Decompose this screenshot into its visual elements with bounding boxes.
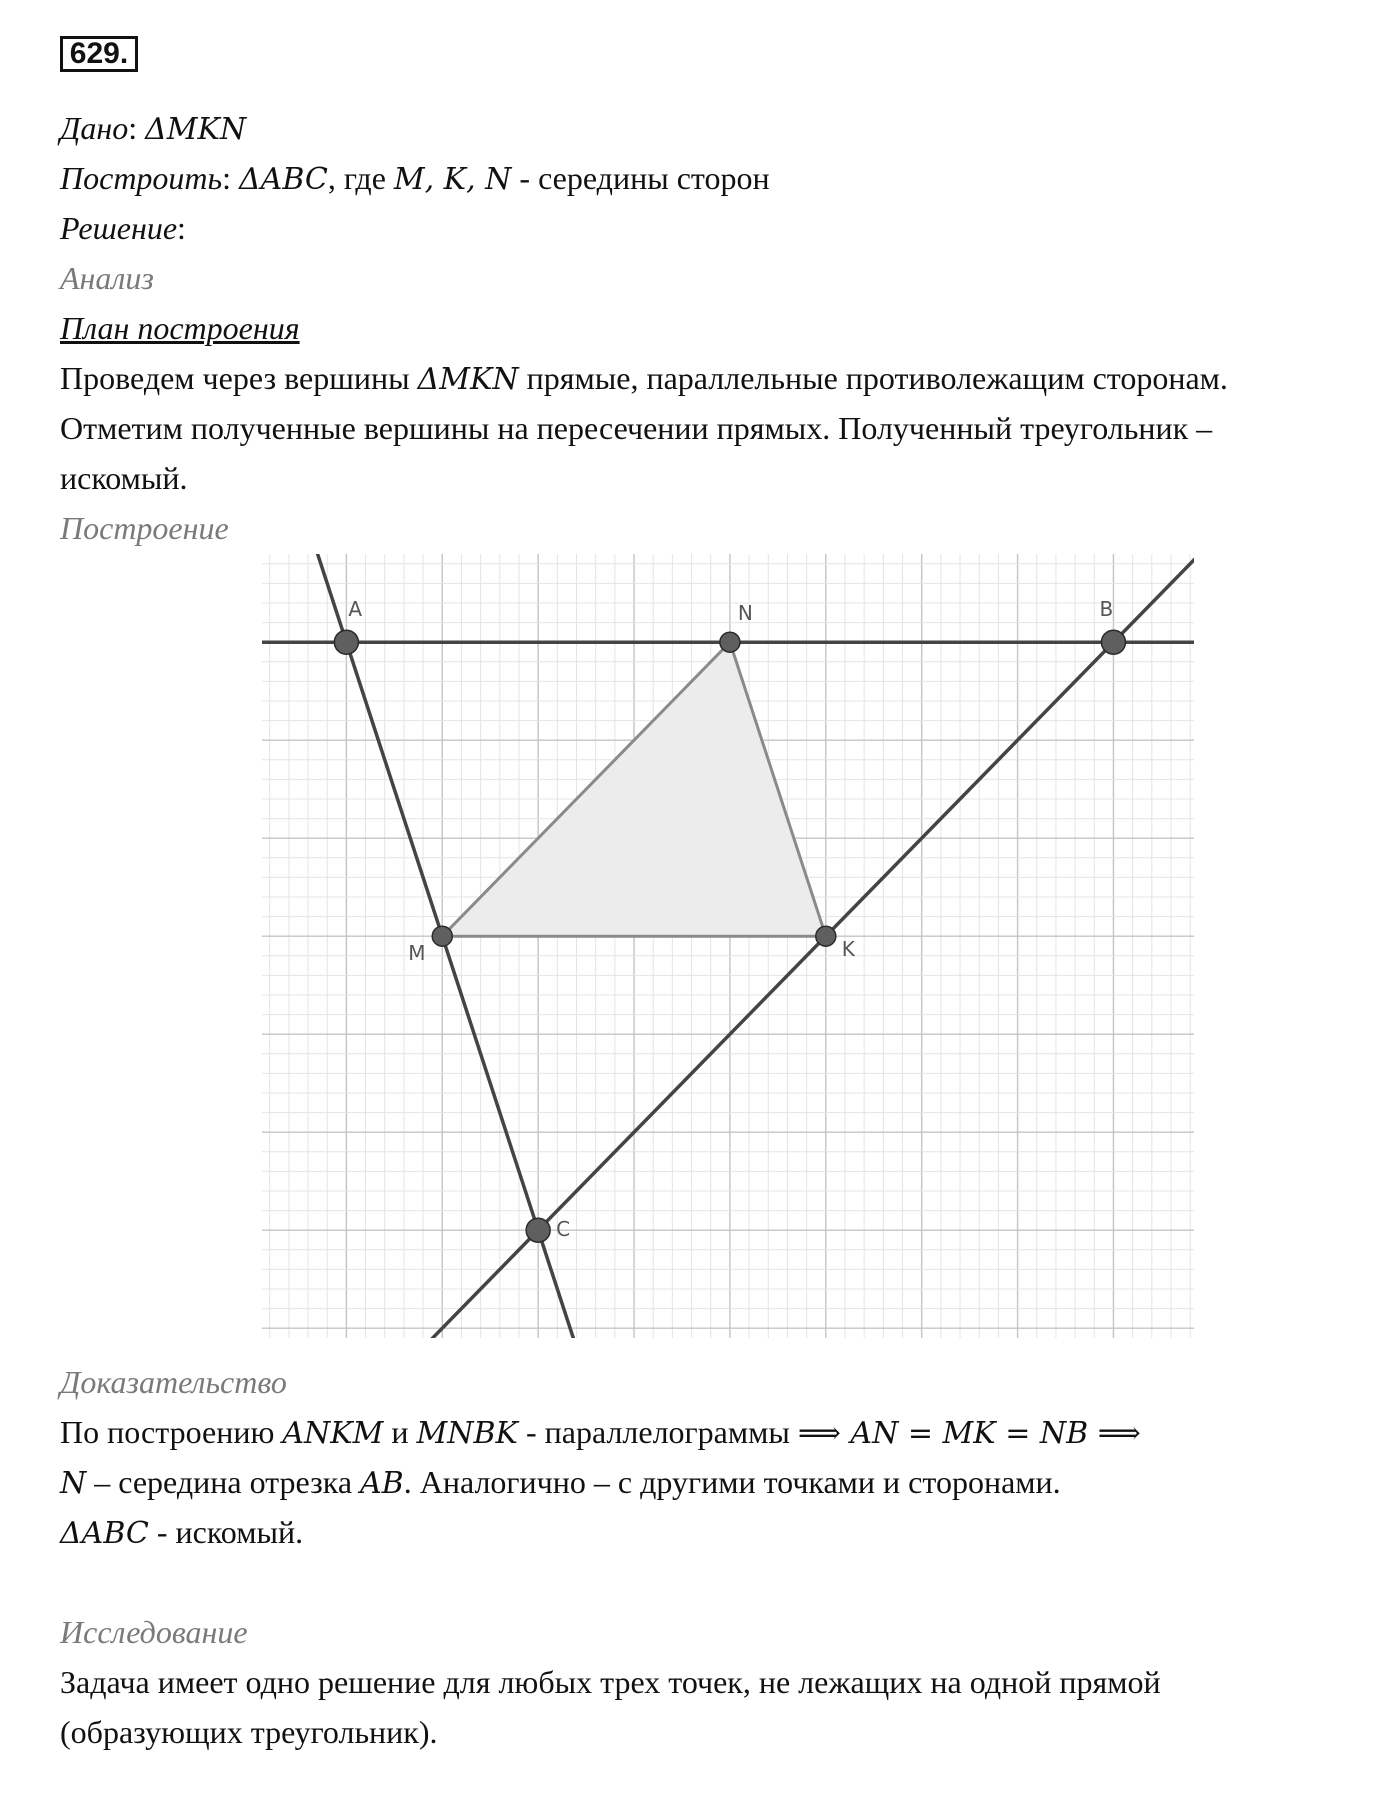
proof-text-3a: - искомый.: [148, 1514, 304, 1550]
plan-text-1a: Проведем через вершины: [60, 360, 418, 396]
proof-text-1c: - параллелограммы: [517, 1414, 798, 1450]
solution-colon: :: [177, 210, 186, 246]
proof-text-2a: – середина отрезка: [86, 1464, 361, 1500]
construct-colon: :: [222, 160, 231, 196]
given-colon: :: [128, 110, 138, 146]
point-label-c: C: [556, 1217, 571, 1242]
point-k: [816, 926, 836, 946]
proof-math-1: ANKM: [282, 1416, 384, 1451]
proof-heading: Доказательство: [60, 1364, 287, 1400]
plan-line-2: Отметим полученные вершины на пересечении прямых. Полученный треугольник –: [60, 410, 1213, 446]
construction-heading: Построение: [60, 510, 229, 546]
construct-line: [60, 158, 770, 200]
proof-line-2: [60, 1462, 1061, 1504]
proof-math-5: AB: [360, 1466, 404, 1501]
given-line: [60, 108, 246, 150]
construct-points: M, K, N: [393, 162, 512, 197]
proof-text-1a: По построению: [60, 1414, 283, 1450]
proof-text-2b: . Аналогично – с другими точками и сторонами.: [403, 1464, 1061, 1500]
proof-math-6: ΔABC: [60, 1516, 149, 1551]
research-heading: Исследование: [60, 1614, 248, 1650]
solution-label: Решение: [60, 210, 178, 246]
construct-where: , где: [327, 160, 386, 196]
solution-line: [60, 208, 186, 248]
plan-line-1: [60, 358, 1228, 400]
construct-label: Построить: [60, 160, 223, 196]
point-c: [526, 1218, 550, 1242]
given-value: ΔMKN: [145, 112, 247, 147]
research-line-1: Задача имеет одно решение для любых трех точек, не лежащих на одной прямой: [60, 1664, 1161, 1700]
construct-triangle: ΔABC: [238, 162, 328, 197]
plan-heading: План построения: [60, 310, 300, 346]
problem-number: 629.: [60, 36, 138, 72]
construct-rest: - середины сторон: [511, 160, 770, 196]
point-a: [334, 630, 358, 654]
point-label-n: N: [737, 601, 753, 626]
proof-line-1: [60, 1412, 1141, 1454]
proof-math-4: N: [60, 1466, 87, 1501]
point-label-k: K: [841, 937, 855, 962]
point-n: [720, 632, 740, 652]
point-m: [432, 926, 452, 946]
proof-line-3: [60, 1512, 303, 1554]
proof-math-2: MNBK: [416, 1416, 518, 1451]
given-label: Дано: [60, 110, 129, 146]
construction-svg: [262, 554, 1194, 1338]
point-label-b: B: [1099, 597, 1114, 622]
analysis-heading: Анализ: [60, 260, 154, 296]
plan-line-3: искомый.: [60, 460, 188, 496]
proof-text-1b: и: [383, 1414, 417, 1450]
point-label-a: A: [348, 597, 363, 622]
construction-figure: [262, 554, 1194, 1343]
plan-math-1: ΔMKN: [417, 362, 519, 397]
point-b: [1101, 630, 1125, 654]
plan-text-1b: прямые, параллельные противолежащим сторонам.: [518, 360, 1228, 396]
research-line-2: (образующих треугольник).: [60, 1714, 438, 1750]
proof-math-3: ⟹ AN = MK = NB ⟹: [797, 1416, 1141, 1451]
line-ac: [262, 554, 634, 1338]
point-label-m: M: [408, 941, 426, 966]
